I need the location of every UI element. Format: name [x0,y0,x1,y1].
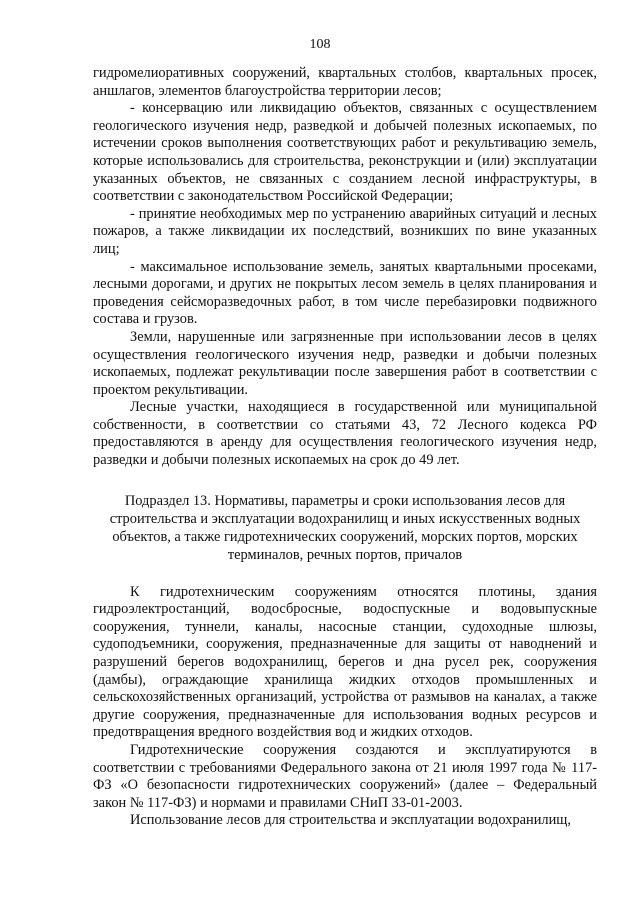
paragraph: Земли, нарушенные или загрязненные при использовании лесов в целях осуществления геологического изучения недр, разведки и добычи полезных ископаемых, подлежат рекультивации после завершения работ в соответствии с проектом рекультивации. [93,328,597,398]
section-body [93,584,597,830]
paragraph: Гидротехнические сооружения создаются и эксплуатируются в соответствии с требованиями Федерального закона от 21 июля 1997 года № 117-ФЗ «О безопасности гидротехнических сооружений» (далее – Федеральный закон № 117-ФЗ) и нормами и правилами СНиП 33-01-2003. [93,742,597,811]
paragraph: - принятие необходимых мер по устранению аварийных ситуаций и лесных пожаров, а также ликвидации их последствий, возникших по вине указанных лиц; [93,205,597,257]
paragraph: Использование лесов для строительства и эксплуатации водохранилищ, [130,812,571,829]
paragraph: - максимальное использование земель, занятых квартальными просеками, лесными дорогами, и других не покрытых лесом земель в целях планирования и проведения сейсморазведочных работ, в том числе перебазировки подвижного состава и грузов. [93,258,597,328]
paragraph: Лесные участки, находящиеся в государственной или муниципальной собственности, в соответствии со статьями 43, 72 Лесного кодекса РФ предоставляются в аренду для осуществления геологического изучения недр, разведки и добычи полезных ископаемых на срок до 49 лет. [93,399,597,469]
paragraph: - консервацию или ликвидацию объектов, связанных с осуществлением геологического изучения недр, разведкой и добычей полезных ископаемых, по истечении сроков выполнения соответствующих работ и рекультивацию земель, которые использовались для строительства, реконструкции и (или) эксплуатации указанных объектов, не связанных с созданием лесной инфраструктуры, в соответствии с законодательством Российской Федерации; [93,100,597,205]
paragraph: гидромелиоративных сооружений, квартальных столбов, квартальных просек, аншлагов, элементов благоустройства территории лесов; [93,65,597,99]
paragraph: К гидротехническим сооружениям относятся плотины, здания гидроэлектростанций, водосбросные, водоспускные и водовыпускные сооружения, туннели, каналы, насосные станции, судоходные шлюзы, судоподъемники, сооружения, предназначенные для защиты от наводнений и разрушений берегов водохранилищ, берегов и дна русел рек, сооружения (дамбы), ограждающие хранилища жидких отходов промышленных и сельскохозяйственных организаций, устройства от размывов на каналах, а также другие сооружения, предназначенные для использования водных ресурсов и предотвращения вредного воздействия вод и жидких отходов. [93,583,597,741]
section-heading-text: Подраздел 13. Нормативы, параметры и сроки использования лесов для строительства и эксплуатации водохранилищ и иных искусственных водных объектов, а также гидротехнических сооружений, морских портов, морских терминалов, речных портов, причалов [109,492,581,563]
page-number: 108 [309,37,331,52]
section-heading [93,492,597,564]
document-body [93,65,597,830]
